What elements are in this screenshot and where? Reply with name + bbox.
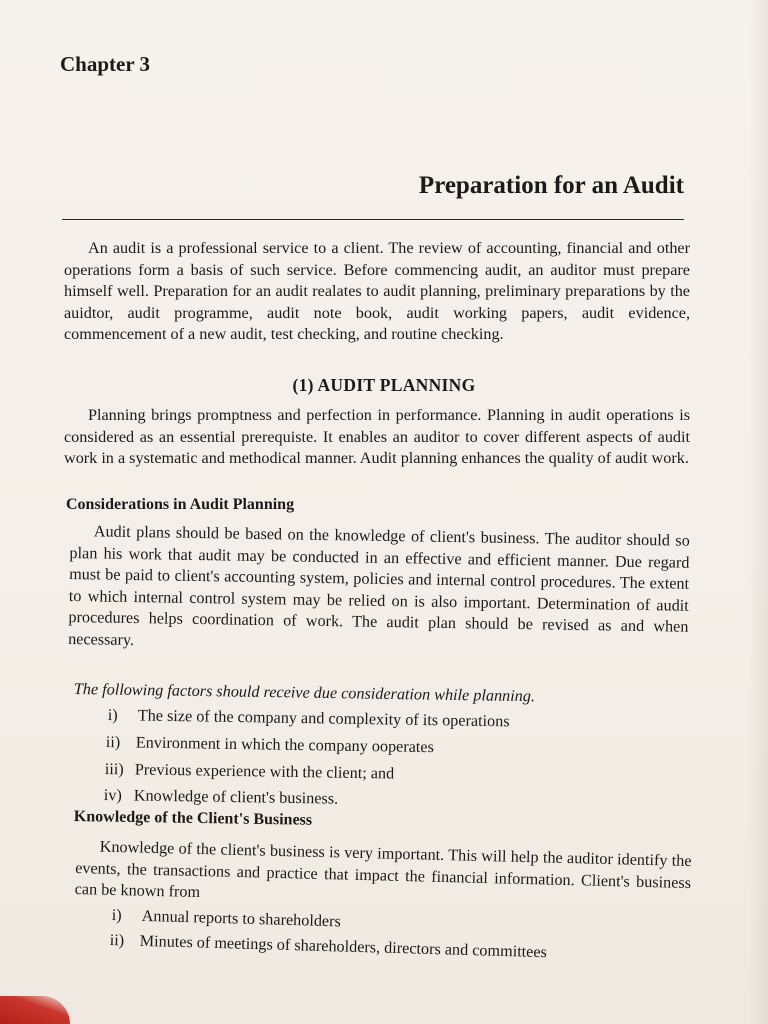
list-item-text: Minutes of meetings of shareholders, directors and committees	[139, 931, 548, 962]
title-underline	[62, 219, 684, 220]
list-item	[105, 760, 395, 784]
factors-intro: The following factors should receive due consideration while planning.	[73, 680, 536, 706]
list-item-number: ii)	[105, 733, 121, 752]
list-item-number: ii)	[109, 931, 125, 950]
list-item-text: Annual reports to shareholders	[141, 906, 342, 931]
list-item	[104, 786, 339, 809]
intro-paragraph: An audit is a professional service to a client. The review of accounting, financial and other operations form a basis of such service. Before commencing audit, an auditor must prepare himself well. Preparation for an audit realates to audit planning, preliminary preparations by the auidtor, audit programme, audit note book, audit working papers, audit evidence, commencement of a new audit, test checking, and routine checking.	[64, 239, 690, 344]
list-item-text: The size of the company and complexity of its operations	[137, 706, 510, 731]
list-item	[106, 733, 434, 757]
section-heading-audit-planning: (1) AUDIT PLANNING	[292, 375, 476, 395]
audit-planning-paragraph: Planning brings promptness and perfection in performance. Planning in audit operations is considered as an essential prerequiste. It enables an auditor to cover different aspects of audit work in a systematic and methodical manner. Audit planning enhances the quality of audit work.	[64, 406, 690, 468]
chapter-label: Chapter 3	[60, 52, 151, 76]
list-item	[109, 931, 547, 962]
knowledge-paragraph: Knowledge of the client's business is very important. This will help the auditor identify the events, the transactions and practice that impact the financial information. Client's business can be known from	[74, 837, 692, 902]
list-item	[111, 906, 341, 931]
list-item-number: i)	[111, 906, 122, 925]
list-item-text: Previous experience with the client; and	[134, 760, 395, 783]
list-item-number: i)	[107, 706, 118, 725]
considerations-heading: Considerations in Audit Planning	[66, 496, 295, 513]
list-item-number: iv)	[103, 786, 122, 805]
knowledge-heading: Knowledge of the Client's Business	[73, 808, 313, 829]
considerations-paragraph: Audit plans should be based on the knowledge of client's business. The auditor should so plan his work that audit may be conducted in an effective and efficient manner. Due regard must be paid to client's accounting system, policies and internal control procedures. The extent to which internal control system may be relied on is also important. Determination of audit procedures helps coordination of work. The audit plan should be revised as and when necessary.	[68, 522, 690, 649]
chapter-title: Preparation for an Audit	[418, 172, 684, 199]
page-edge-shadow	[748, 0, 768, 1024]
list-item-text: Environment in which the company ooperates	[135, 733, 435, 757]
list-item-number: iii)	[104, 760, 124, 779]
list-item	[108, 706, 510, 731]
red-cover-corner	[0, 996, 70, 1024]
list-item-text: Knowledge of client's business.	[133, 786, 339, 808]
